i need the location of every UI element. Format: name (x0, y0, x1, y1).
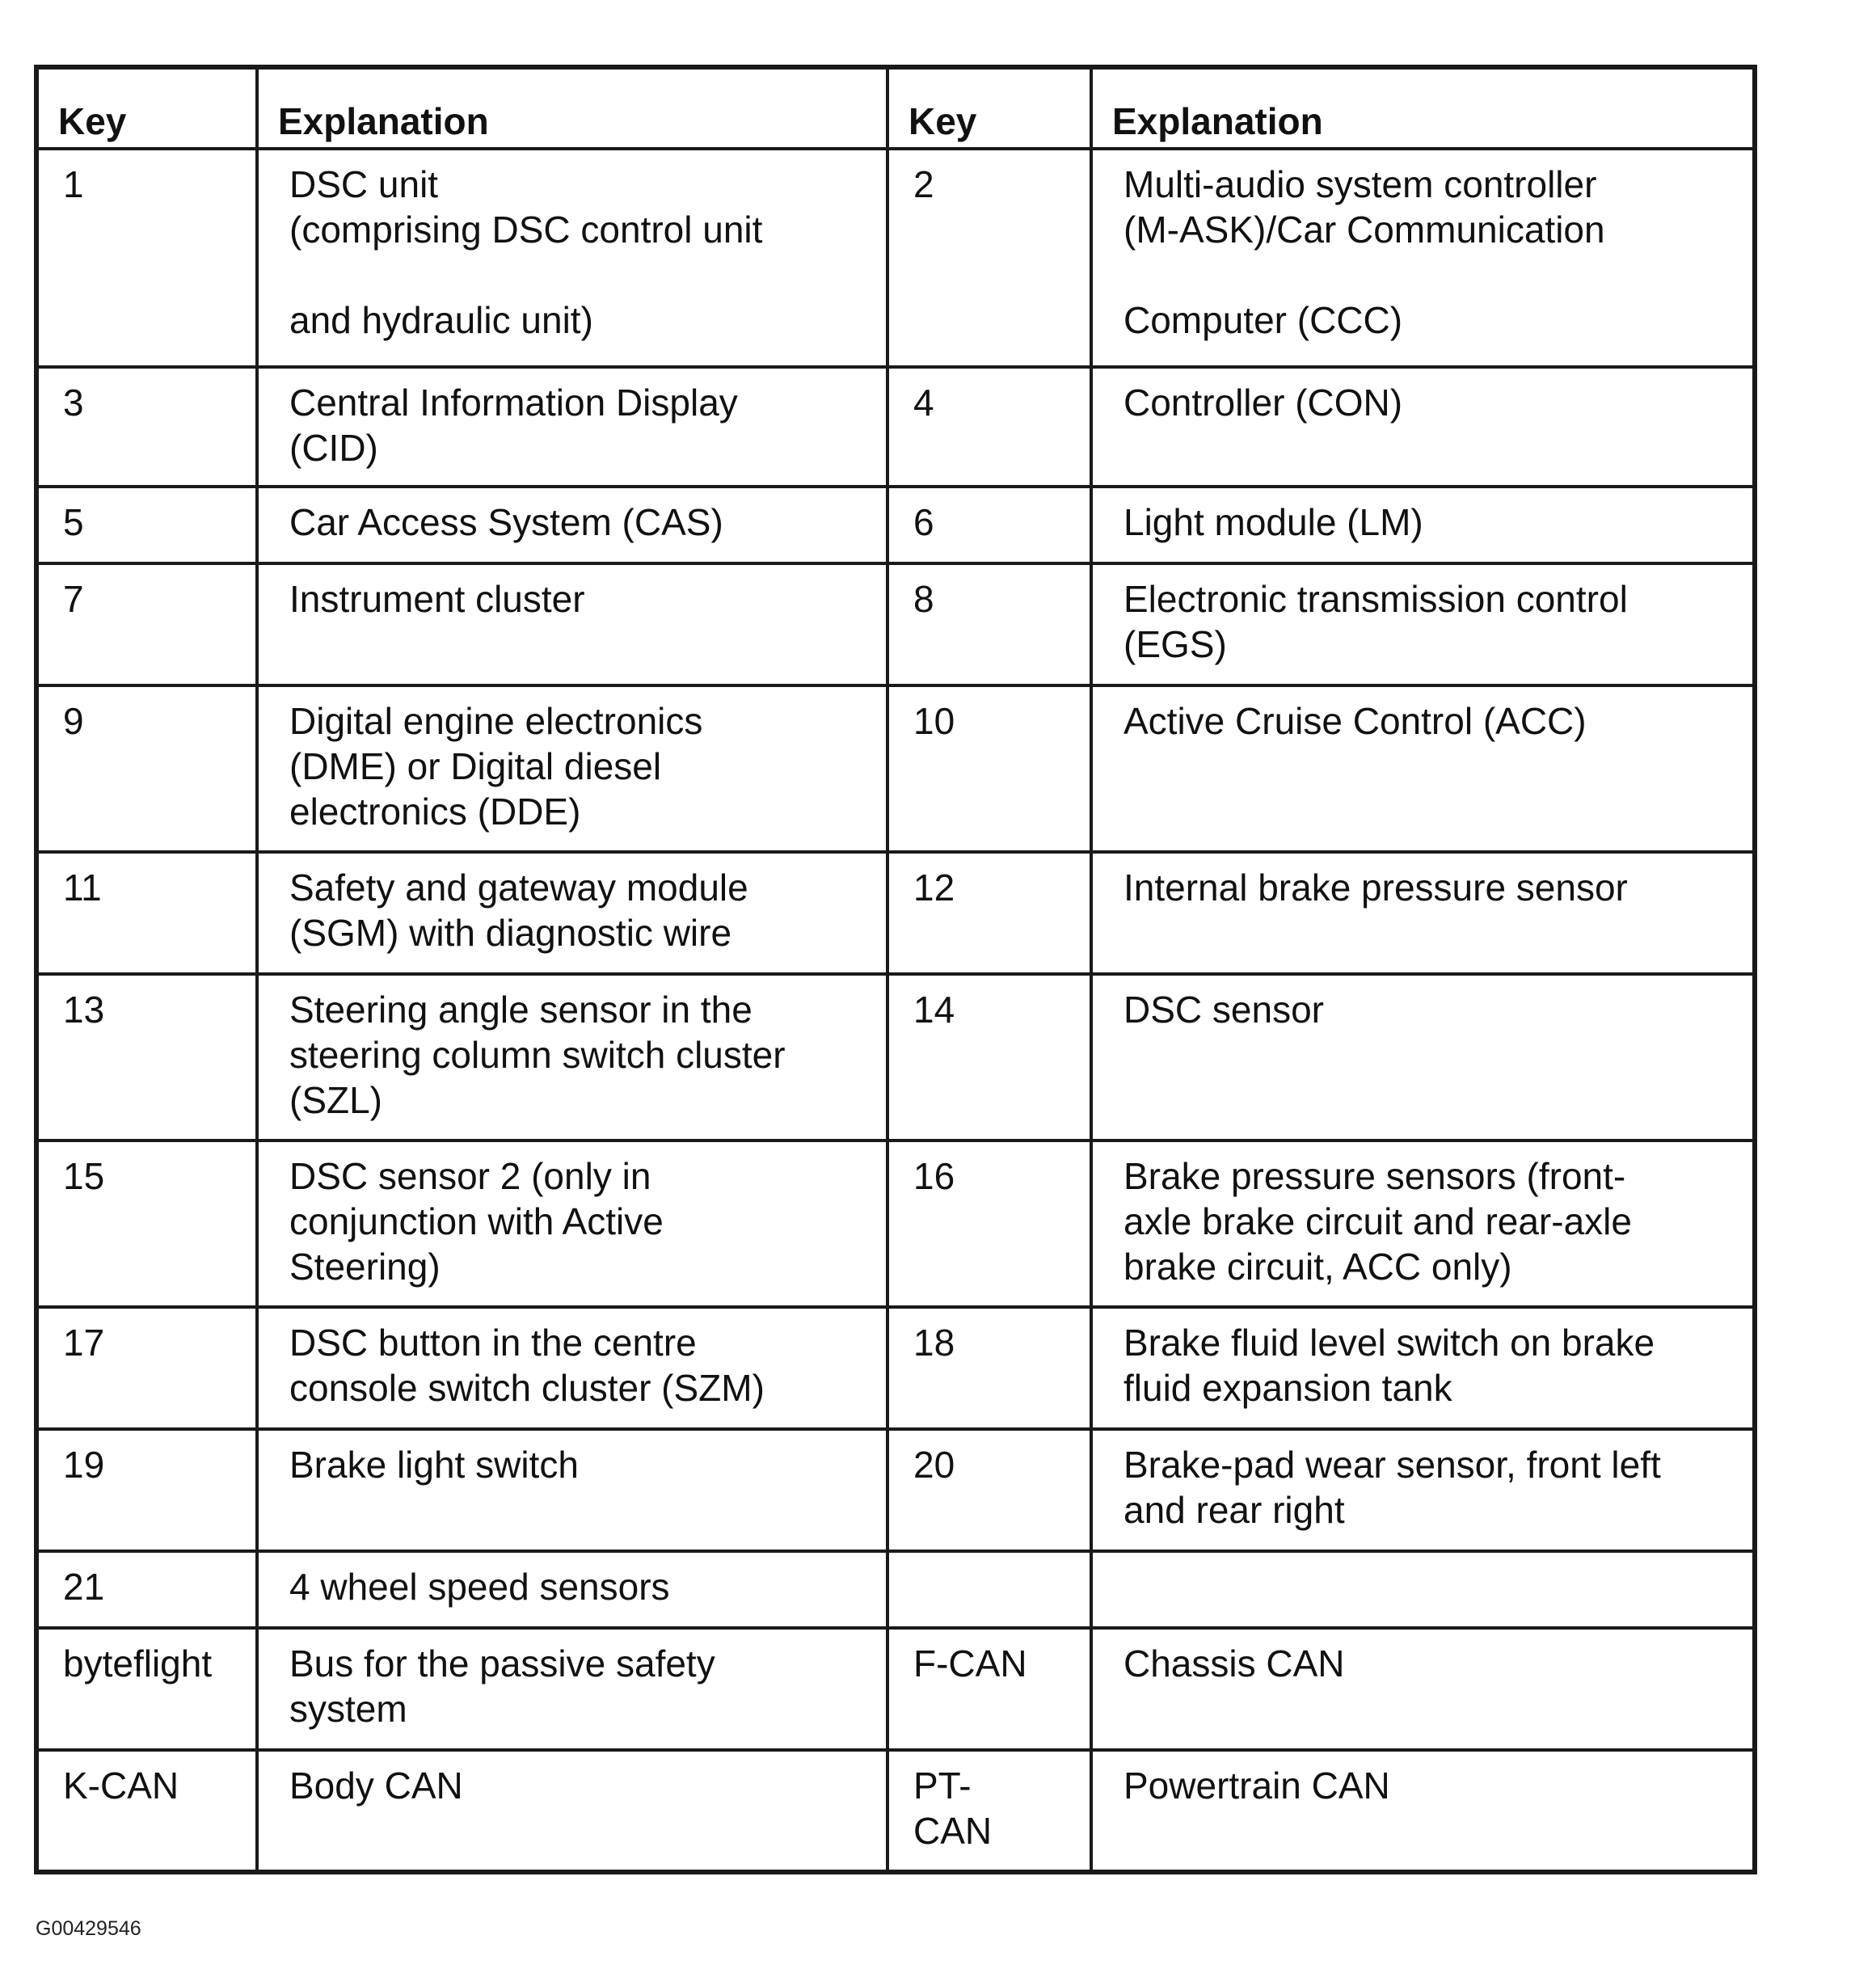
key-cell: 17 (36, 1307, 257, 1429)
explanation-cell: DSC sensor (1091, 974, 1755, 1141)
table-row (36, 1141, 1755, 1307)
explanation-cell: Central Information Display (CID) (257, 367, 887, 487)
key-cell: 1 (36, 149, 257, 367)
table-row (36, 685, 1755, 852)
explanation-cell: Instrument cluster (257, 563, 887, 685)
explanation-cell: Steering angle sensor in the steering column switch cluster (SZL) (257, 974, 887, 1141)
explanation-cell (1091, 1551, 1755, 1628)
explanation-cell: Electronic transmission control (EGS) (1091, 563, 1755, 685)
key-cell: F-CAN (887, 1628, 1091, 1750)
explanation-cell: Digital engine electronics (DME) or Digital diesel electronics (DDE) (257, 685, 887, 852)
key-cell: 18 (887, 1307, 1091, 1429)
key-cell: 15 (36, 1141, 257, 1307)
explanation-cell: Controller (CON) (1091, 367, 1755, 487)
explanation-cell: Brake light switch (257, 1429, 887, 1551)
table-row (36, 1628, 1755, 1750)
key-cell: 11 (36, 852, 257, 974)
explanation-cell: Active Cruise Control (ACC) (1091, 685, 1755, 852)
key-cell: 3 (36, 367, 257, 487)
explanation-cell: Body CAN (257, 1750, 887, 1872)
key-cell (887, 1551, 1091, 1628)
explanation-cell: DSC sensor 2 (only in conjunction with Active Steering) (257, 1141, 887, 1307)
explanation-cell: Brake pressure sensors (front- axle brake circuit and rear-axle brake circuit, ACC only) (1091, 1141, 1755, 1307)
table-row (36, 852, 1755, 974)
explanation-cell: Bus for the passive safety system (257, 1628, 887, 1750)
table-row (36, 367, 1755, 487)
header-row (36, 67, 1755, 149)
legend-table (34, 65, 1757, 1874)
key-cell: 14 (887, 974, 1091, 1141)
key-cell: 4 (887, 367, 1091, 487)
explanation-cell: Safety and gateway module (SGM) with diagnostic wire (257, 852, 887, 974)
key-cell: 9 (36, 685, 257, 852)
explanation-cell: Powertrain CAN (1091, 1750, 1755, 1872)
table-row (36, 487, 1755, 563)
key-cell: 19 (36, 1429, 257, 1551)
key-cell: 20 (887, 1429, 1091, 1551)
key-cell: byteflight (36, 1628, 257, 1750)
header-explanation-right: Explanation (1091, 67, 1755, 149)
explanation-cell: Brake fluid level switch on brake fluid expansion tank (1091, 1307, 1755, 1429)
table-row (36, 1551, 1755, 1628)
key-cell: 8 (887, 563, 1091, 685)
key-cell: 2 (887, 149, 1091, 367)
table-row (36, 149, 1755, 367)
key-cell: 5 (36, 487, 257, 563)
figure-code: G00429546 (36, 1917, 141, 1940)
explanation-cell: Chassis CAN (1091, 1628, 1755, 1750)
key-cell: 21 (36, 1551, 257, 1628)
header-key-left: Key (36, 67, 257, 149)
explanation-cell: Light module (LM) (1091, 487, 1755, 563)
key-cell: PT- CAN (887, 1750, 1091, 1872)
key-cell: 16 (887, 1141, 1091, 1307)
explanation-cell: Internal brake pressure sensor (1091, 852, 1755, 974)
explanation-cell: Car Access System (CAS) (257, 487, 887, 563)
table-row (36, 1429, 1755, 1551)
explanation-cell: DSC unit (comprising DSC control unit and hydraulic unit) (257, 149, 887, 367)
table-row (36, 974, 1755, 1141)
key-cell: K-CAN (36, 1750, 257, 1872)
key-cell: 10 (887, 685, 1091, 852)
table-row (36, 1307, 1755, 1429)
explanation-cell: DSC button in the centre console switch cluster (SZM) (257, 1307, 887, 1429)
explanation-cell: Multi-audio system controller (M-ASK)/Car Communication Computer (CCC) (1091, 149, 1755, 367)
explanation-cell: 4 wheel speed sensors (257, 1551, 887, 1628)
key-cell: 6 (887, 487, 1091, 563)
key-cell: 12 (887, 852, 1091, 974)
key-cell: 13 (36, 974, 257, 1141)
key-cell: 7 (36, 563, 257, 685)
explanation-cell: Brake-pad wear sensor, front left and rear right (1091, 1429, 1755, 1551)
header-explanation-left: Explanation (257, 67, 887, 149)
table-row (36, 1750, 1755, 1872)
table-row (36, 563, 1755, 685)
header-key-right: Key (887, 67, 1091, 149)
